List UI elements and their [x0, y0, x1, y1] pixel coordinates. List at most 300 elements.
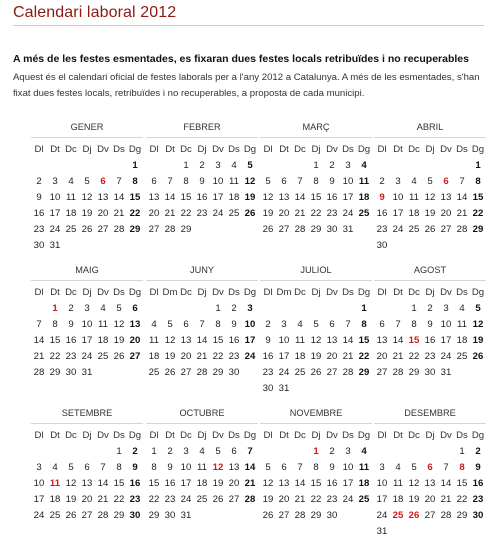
empty-cell [31, 444, 47, 460]
calendar-day: 29 [456, 510, 468, 521]
month-grid [31, 142, 143, 254]
calendar-day: 16 [262, 351, 274, 362]
weekday-header: Dj [425, 287, 435, 298]
calendar-day: 5 [411, 462, 417, 473]
calendar-day: 25 [49, 510, 61, 521]
calendar-day: 23 [33, 224, 45, 235]
calendar-day: 17 [244, 335, 256, 346]
calendar-day: 11 [295, 335, 305, 346]
calendar-day: 12 [244, 176, 256, 187]
calendar-day: 13 [180, 335, 192, 346]
calendar-day: 20 [81, 494, 93, 505]
calendar-day: 24 [244, 351, 256, 362]
calendar-day: 19 [310, 351, 322, 362]
weekday-header: Dl [149, 144, 159, 155]
month-name: NOVEMBRE [289, 408, 343, 418]
weekday-header: Dt [279, 430, 289, 441]
weekday-header: Dv [440, 430, 452, 441]
empty-cell [47, 444, 63, 460]
calendar-day: 30 [129, 510, 141, 521]
calendar-day: 1 [116, 446, 122, 457]
weekday-header: Dl [34, 430, 44, 441]
calendar-day: 11 [358, 176, 370, 187]
calendar-day: 13 [228, 462, 240, 473]
holiday-day: 1 [313, 446, 319, 457]
calendar-day: 1 [361, 303, 367, 314]
empty-cell [31, 301, 47, 317]
calendar-day: 11 [197, 462, 207, 473]
calendar-day: 12 [310, 335, 322, 346]
calendar-day: 8 [132, 176, 138, 187]
calendar-day: 28 [342, 367, 354, 378]
calendar-day: 16 [129, 478, 141, 489]
calendar-day: 6 [281, 176, 287, 187]
calendar-day: 4 [361, 446, 367, 457]
calendar-day: 19 [472, 335, 484, 346]
calendar-day: 14 [113, 192, 125, 203]
calendar-day: 19 [113, 335, 125, 346]
calendar-day: 25 [148, 367, 160, 378]
weekday-header: Ds [113, 144, 125, 155]
calendar-day: 29 [49, 367, 61, 378]
month-divider [374, 423, 486, 424]
calendar-day: 20 [97, 208, 109, 219]
weekday-header: Dc [294, 430, 306, 441]
empty-cell [79, 444, 95, 460]
calendar-day: 18 [49, 494, 61, 505]
weekday-header: Dm [276, 287, 292, 298]
holiday-day: 6 [443, 176, 449, 187]
calendar-day: 27 [440, 224, 452, 235]
calendar-day: 26 [472, 351, 484, 362]
calendar-day: 17 [376, 494, 388, 505]
calendar-day: 24 [81, 351, 93, 362]
calendar-day: 30 [326, 224, 338, 235]
calendar-day: 17 [278, 351, 290, 362]
calendar-day: 19 [262, 208, 274, 219]
calendar-day: 13 [440, 192, 452, 203]
month-name: OCTUBRE [179, 408, 225, 418]
weekday-header: Ds [228, 287, 240, 298]
calendar-day: 27 [424, 510, 436, 521]
weekday-header: Dg [471, 430, 485, 441]
empty-cell [390, 158, 406, 174]
calendar-day: 5 [84, 176, 90, 187]
weekday-header: Dg [471, 287, 485, 298]
calendar-day: 21 [392, 351, 404, 362]
calendar-day: 10 [49, 192, 61, 203]
calendar-day: 19 [408, 494, 420, 505]
calendar-day: 8 [116, 462, 122, 473]
calendar-day: 9 [167, 462, 173, 473]
weekday-header: Dl [377, 144, 387, 155]
calendar-day: 28 [392, 367, 404, 378]
calendar-day: 12 [472, 319, 484, 330]
calendar-day: 8 [361, 319, 367, 330]
calendar-day: 5 [313, 319, 319, 330]
weekday-header: Ds [228, 430, 240, 441]
holiday-day: 6 [100, 176, 106, 187]
calendar-day: 8 [475, 176, 481, 187]
calendar-day: 15 [113, 478, 125, 489]
calendar-day: 16 [33, 208, 45, 219]
calendar-day: 26 [262, 224, 274, 235]
calendar-day: 29 [212, 367, 224, 378]
weekday-header: Dl [263, 287, 273, 298]
calendar-day: 17 [212, 192, 224, 203]
empty-cell [63, 158, 79, 174]
calendar-day: 25 [358, 494, 370, 505]
calendar-day: 17 [392, 208, 404, 219]
weekday-header: Dj [197, 287, 207, 298]
calendar-day: 7 [395, 319, 401, 330]
empty-cell [111, 158, 127, 174]
month-grid [260, 428, 372, 524]
calendar-day: 30 [228, 367, 240, 378]
calendar-day: 22 [456, 494, 468, 505]
calendar-day: 23 [228, 351, 240, 362]
calendar-day: 16 [164, 478, 176, 489]
calendar-day: 12 [408, 478, 420, 489]
weekday-header: Dc [294, 287, 306, 298]
calendar-day: 6 [379, 319, 385, 330]
calendar-day: 31 [278, 383, 290, 394]
weekday-header: Ds [456, 144, 468, 155]
calendar-day: 6 [151, 176, 157, 187]
weekday-header: Dt [50, 287, 60, 298]
calendar-day: 12 [113, 319, 125, 330]
holiday-day: 6 [427, 462, 433, 473]
calendar-day: 15 [310, 192, 322, 203]
calendar-day: 31 [49, 240, 61, 251]
empty-cell [390, 301, 406, 317]
calendar-day: 26 [424, 224, 436, 235]
month-gener [31, 120, 143, 254]
weekday-header: Dg [243, 430, 257, 441]
month-divider [374, 280, 486, 281]
calendar-day: 3 [36, 462, 42, 473]
calendar-day: 11 [149, 335, 159, 346]
calendar-day: 15 [358, 335, 370, 346]
month-grid [31, 428, 143, 524]
calendar-day: 13 [97, 192, 109, 203]
weekday-header: Dg [357, 287, 371, 298]
calendar-day: 17 [81, 335, 93, 346]
weekday-header: Dv [326, 144, 338, 155]
weekday-header: Dl [149, 287, 159, 298]
calendar-day: 13 [326, 335, 338, 346]
calendar-day: 13 [148, 192, 160, 203]
calendar-day: 22 [408, 351, 420, 362]
month-name: JULIOL [300, 265, 332, 275]
calendar-day: 3 [84, 303, 90, 314]
intro-paragraph: Aquest és el calendari oficial de festes laborals per a l'any 2012 a Catalunya. A més de les esmentades, s'han fixat dues festes locals, retribuïdes i no recuperables, a proposta de cada municipi. [13, 72, 480, 99]
calendar-day: 26 [262, 510, 274, 521]
calendar-day: 16 [376, 208, 388, 219]
month-febrer [146, 120, 258, 238]
calendar-day: 19 [212, 478, 224, 489]
calendar-day: 10 [392, 192, 404, 203]
calendar-day: 22 [180, 208, 192, 219]
calendar-day: 20 [180, 351, 192, 362]
calendar-day: 18 [148, 351, 160, 362]
calendar-day: 22 [212, 351, 224, 362]
calendar-day: 18 [408, 208, 420, 219]
weekday-header: Dj [311, 287, 321, 298]
calendar-day: 15 [310, 478, 322, 489]
empty-cell [292, 444, 308, 460]
calendar-day: 23 [262, 367, 274, 378]
empty-cell [162, 301, 178, 317]
calendar-day: 7 [116, 176, 122, 187]
calendar-day: 5 [116, 303, 122, 314]
calendar-day: 7 [459, 176, 465, 187]
calendar-day: 6 [281, 462, 287, 473]
calendar-day: 15 [472, 192, 484, 203]
calendar-day: 9 [68, 319, 74, 330]
weekday-header: Dc [65, 430, 77, 441]
weekday-header: Dc [180, 287, 192, 298]
calendar-day: 12 [81, 192, 93, 203]
calendar-day: 7 [100, 462, 106, 473]
empty-cell [454, 158, 470, 174]
calendar-day: 23 [424, 351, 436, 362]
weekday-header: Dv [97, 430, 109, 441]
calendar-day: 23 [196, 208, 208, 219]
calendar-day: 1 [459, 446, 465, 457]
calendar-day: 25 [97, 351, 109, 362]
empty-cell [438, 158, 454, 174]
calendar-day: 16 [196, 192, 208, 203]
weekday-header: Dt [393, 430, 403, 441]
calendar-day: 9 [329, 176, 335, 187]
calendar-day: 20 [440, 208, 452, 219]
empty-cell [162, 158, 178, 174]
calendar-day: 24 [342, 494, 354, 505]
calendar-day: 20 [278, 208, 290, 219]
calendar-day: 25 [65, 224, 77, 235]
calendar-day: 4 [68, 176, 74, 187]
calendar-day: 21 [342, 351, 354, 362]
calendar-day: 21 [244, 478, 256, 489]
calendar-day: 29 [310, 224, 322, 235]
calendar-day: 3 [395, 176, 401, 187]
calendar-day: 30 [472, 510, 484, 521]
calendar-day: 16 [424, 335, 436, 346]
calendar-day: 18 [392, 494, 404, 505]
empty-cell [31, 158, 47, 174]
calendar-day: 24 [392, 224, 404, 235]
calendar-day: 19 [65, 494, 77, 505]
calendar-day: 29 [129, 224, 141, 235]
calendar-day: 3 [215, 160, 221, 171]
weekday-header: Dc [65, 144, 77, 155]
calendar-day: 5 [265, 462, 271, 473]
calendar-day: 7 [443, 462, 449, 473]
calendar-day: 9 [475, 462, 481, 473]
calendar-day: 20 [228, 478, 240, 489]
calendar-day: 22 [113, 494, 125, 505]
weekday-header: Ds [228, 144, 240, 155]
calendar-day: 23 [326, 208, 338, 219]
empty-cell [178, 301, 194, 317]
month-grid [146, 142, 258, 238]
calendar-day: 16 [65, 335, 77, 346]
calendar-day: 13 [278, 192, 290, 203]
calendar-day: 26 [113, 351, 125, 362]
calendar-day: 25 [196, 494, 208, 505]
calendar-day: 8 [313, 462, 319, 473]
weekday-header: Dv [97, 144, 109, 155]
weekday-header: Dc [65, 287, 77, 298]
calendar-day: 30 [376, 240, 388, 251]
month-divider [260, 137, 372, 138]
weekday-header: Dj [82, 287, 92, 298]
empty-cell [146, 301, 162, 317]
calendar-day: 9 [132, 462, 138, 473]
calendar-day: 24 [376, 510, 388, 521]
calendar-day: 17 [342, 192, 354, 203]
calendar-day: 3 [345, 160, 351, 171]
calendar-day: 18 [358, 192, 370, 203]
weekday-header: Dl [263, 144, 273, 155]
weekday-header: Dj [197, 144, 207, 155]
weekday-header: Dv [326, 287, 338, 298]
calendar-day: 23 [376, 224, 388, 235]
calendar-day: 6 [183, 319, 189, 330]
calendar-day: 28 [440, 510, 452, 521]
calendar-day: 10 [376, 478, 388, 489]
month-divider [146, 137, 258, 138]
calendar-day: 31 [376, 526, 388, 537]
month-juliol [260, 263, 372, 397]
calendar-day: 27 [81, 510, 93, 521]
calendar-day: 4 [361, 160, 367, 171]
weekday-header: Dt [50, 430, 60, 441]
calendar-day: 2 [379, 176, 385, 187]
calendar-day: 5 [167, 319, 173, 330]
weekday-header: Dv [440, 287, 452, 298]
calendar-day: 27 [148, 224, 160, 235]
calendar-day: 3 [183, 446, 189, 457]
calendar-day: 12 [262, 192, 274, 203]
calendar-day: 9 [265, 335, 271, 346]
weekday-header: Dj [311, 430, 321, 441]
calendar-day: 14 [244, 462, 256, 473]
calendar-day: 5 [215, 446, 221, 457]
calendar-day: 5 [68, 462, 74, 473]
calendar-day: 2 [199, 160, 205, 171]
calendar-day: 17 [180, 478, 192, 489]
calendar-day: 13 [81, 478, 93, 489]
weekday-header: Ds [342, 144, 354, 155]
calendar-day: 1 [411, 303, 417, 314]
calendar-day: 5 [247, 160, 253, 171]
calendar-day: 28 [113, 224, 125, 235]
empty-cell [79, 158, 95, 174]
calendar-day: 3 [443, 303, 449, 314]
page-title: Calendari laboral 2012 [13, 4, 177, 21]
calendar-day: 29 [472, 224, 484, 235]
calendar-day: 10 [33, 478, 45, 489]
calendar-day: 14 [196, 335, 208, 346]
calendar-day: 26 [164, 367, 176, 378]
calendar-day: 16 [472, 478, 484, 489]
calendar-day: 11 [358, 462, 370, 473]
month-grid [31, 285, 143, 381]
month-grid [374, 142, 486, 254]
calendar-day: 8 [52, 319, 58, 330]
calendar-day: 6 [84, 462, 90, 473]
month-desembre [374, 406, 486, 540]
calendar-day: 20 [376, 351, 388, 362]
calendar-day: 7 [36, 319, 42, 330]
calendar-day: 7 [199, 319, 205, 330]
calendar-day: 10 [342, 176, 354, 187]
calendar-day: 27 [129, 351, 141, 362]
calendar-day: 11 [98, 319, 108, 330]
calendar-day: 28 [164, 224, 176, 235]
calendar-day: 27 [376, 367, 388, 378]
calendar-day: 3 [379, 462, 385, 473]
calendar-day: 10 [278, 335, 290, 346]
calendar-day: 25 [456, 351, 468, 362]
month-name: MAIG [75, 265, 99, 275]
empty-cell [292, 158, 308, 174]
month-divider [146, 423, 258, 424]
weekday-header: Dj [425, 144, 435, 155]
empty-cell [276, 158, 292, 174]
calendar-day: 24 [212, 208, 224, 219]
calendar-day: 18 [97, 335, 109, 346]
holiday-day: 1 [52, 303, 58, 314]
calendar-day: 22 [129, 208, 141, 219]
calendar-day: 16 [326, 192, 338, 203]
calendar-day: 24 [278, 367, 290, 378]
calendar-day: 30 [33, 240, 45, 251]
calendar-day: 24 [49, 224, 61, 235]
calendar-day: 3 [345, 446, 351, 457]
calendar-day: 27 [278, 224, 290, 235]
weekday-header: Dg [128, 287, 142, 298]
weekday-header: Dl [34, 287, 44, 298]
calendar-day: 23 [472, 494, 484, 505]
calendar-day: 11 [66, 192, 76, 203]
holiday-day: 25 [392, 510, 404, 521]
calendar-day: 18 [65, 208, 77, 219]
calendar-day: 21 [164, 208, 176, 219]
calendar-day: 4 [395, 462, 401, 473]
calendar-day: 10 [342, 462, 354, 473]
weekday-header: Dv [440, 144, 452, 155]
calendar-day: 19 [262, 494, 274, 505]
calendar-day: 22 [148, 494, 160, 505]
weekday-header: Dc [408, 430, 420, 441]
calendar-day: 28 [97, 510, 109, 521]
calendar-day: 2 [427, 303, 433, 314]
calendar-day: 31 [81, 367, 93, 378]
calendar-day: 4 [199, 446, 205, 457]
calendar-day: 14 [164, 192, 176, 203]
empty-cell [324, 301, 340, 317]
month-grid [260, 142, 372, 238]
calendar-day: 24 [342, 208, 354, 219]
calendar-day: 5 [475, 303, 481, 314]
weekday-header: Dt [279, 144, 289, 155]
calendar-day: 8 [215, 319, 221, 330]
calendar-day: 2 [132, 446, 138, 457]
month-novembre [260, 406, 372, 524]
